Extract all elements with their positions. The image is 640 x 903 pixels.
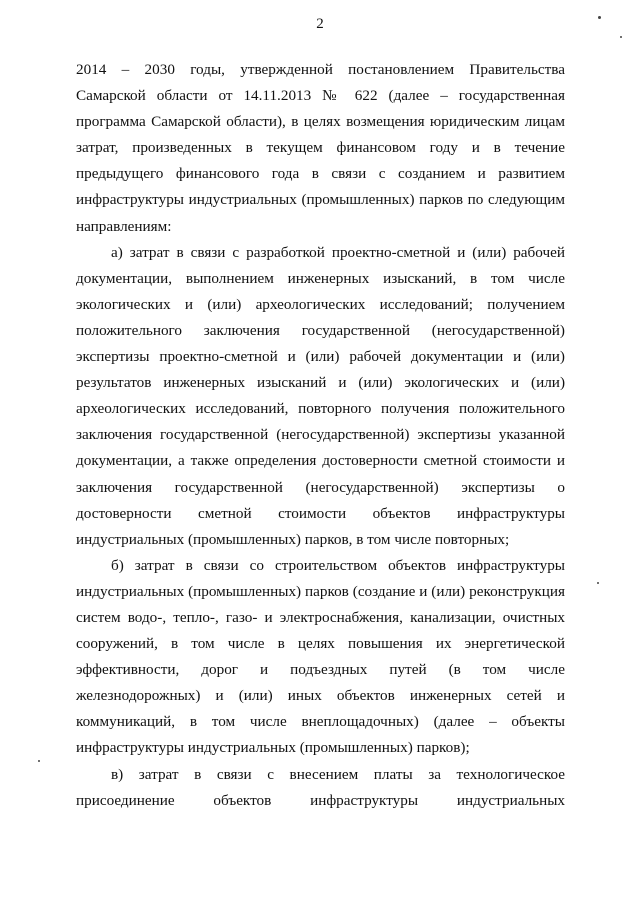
scan-speck <box>598 16 601 19</box>
scan-speck <box>38 760 40 762</box>
paragraph-item-b: б) затрат в связи со строительством объектов инфраструктуры индустриальных (промышленных) парков (создание и (или) реконструкция систем водо-, тепло-, газо- и электроснабжения, канализации, очистных сооружений, в том числе в целях повышения их энергетической эффективности, дорог и подъездных путей (в том числе железнодорожных) и (или) иных объектов инженерных сетей и коммуникаций, в том числе внеплощадочных) (далее – объекты инфраструктуры индустриальных (промышленных) парков); <box>76 556 565 757</box>
paragraph-item-v: в) затрат в связи с внесением платы за технологическое присоединение объектов инфраструктуры индустриальных <box>76 765 565 809</box>
paragraph-intro: 2014 – 2030 годы, утвержденной постановлением Правительства Самарской области от 14.11.2013 № 622 (далее – государственная программа Самарской области), в целях возмещения юридическим лицам затрат, произведенных в текущем финансовом году и в течение предыдущего финансового года в связи с созданием и развитием инфраструктуры индустриальных (промышленных) парков по следующим направлениям: <box>76 61 565 235</box>
paragraph-item-a: а) затрат в связи с разработкой проектно-сметной и (или) рабочей документации, выполнением инженерных изысканий, в том числе экологических и (или) археологических исследований; получением положительного заключения государственной (негосударственной) экспертизы проектно-сметной и (или) рабочей документации и (или) результатов инженерных изысканий и (или) экологических и (или) археологических исследований, повторного получения положительного заключения государственной (негосударственной) экспертизы указанной документации, а также определения достоверности сметной стоимости и заключения государственной (негосударственной) экспертизы о достоверности сметной стоимости объектов инфраструктуры индустриальных (промышленных) парков, в том числе повторных; <box>76 243 565 548</box>
document-body <box>76 57 565 814</box>
page-number: 2 <box>316 16 324 32</box>
scan-speck <box>597 582 599 584</box>
scan-speck <box>620 36 622 38</box>
